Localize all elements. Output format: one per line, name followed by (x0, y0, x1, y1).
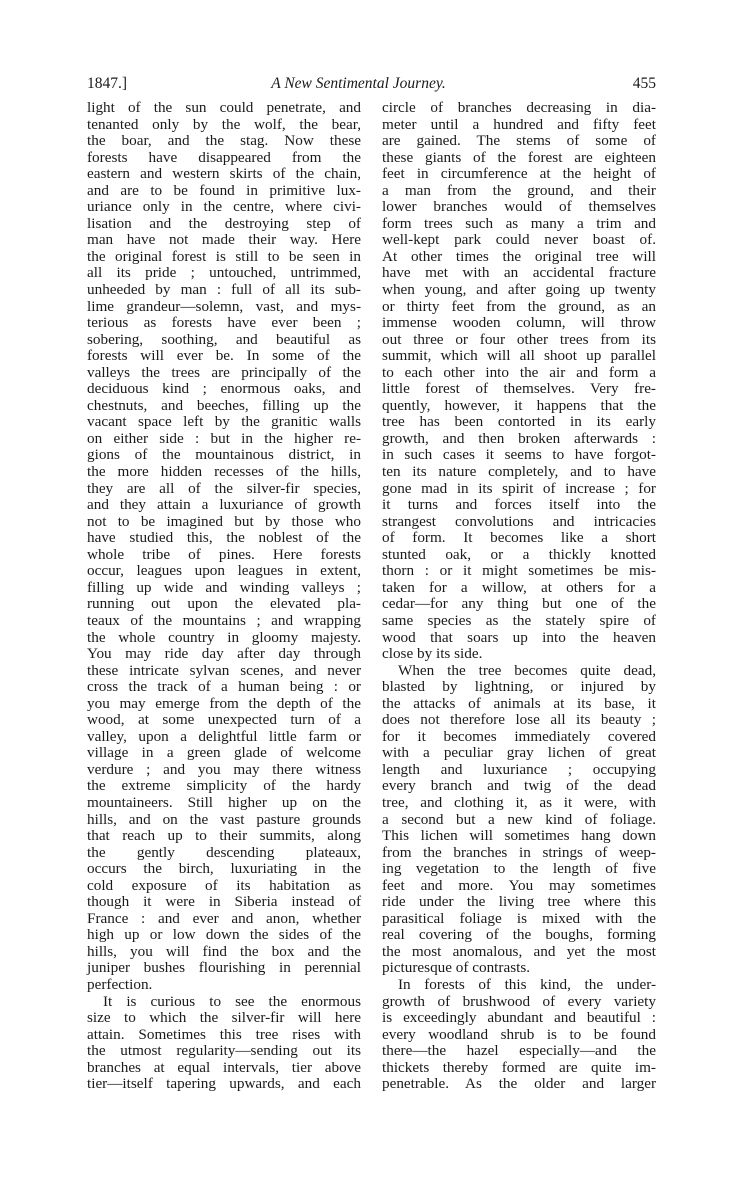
text-line: the extreme simplicity of the hardy (87, 777, 361, 795)
text-line: You may ride day after day through (87, 645, 361, 663)
text-line: the whole country in gloomy majesty. (87, 628, 361, 646)
text-line: size to which the silver-fir will here (87, 1009, 361, 1027)
text-line: the attacks of animals at its base, it (382, 694, 656, 712)
text-line: hills, you will find the box and the (87, 942, 361, 960)
text-line: thickets thereby formed are quite im- (382, 1058, 656, 1076)
text-line: the original forest is still to be seen in (87, 247, 361, 265)
text-line: This lichen will sometimes hang down (382, 827, 656, 845)
text-line: filling up wide and winding valleys ; (87, 578, 361, 596)
text-line: taken for a willow, at others for a (382, 578, 656, 596)
text-line: cedar—for any thing but one of the (382, 595, 656, 613)
text-line: uriance only in the centre, where civi- (87, 198, 361, 216)
text-line: in such cases it seems to have forgot- (382, 446, 656, 464)
text-line: a second but a new kind of foliage. (382, 810, 656, 828)
text-line: on either side : but in the higher re- (87, 429, 361, 447)
text-line: of form. It becomes like a short (382, 529, 656, 547)
text-line: wood, at some unexpected turn of a (87, 711, 361, 729)
text-column-left (87, 100, 361, 1093)
text-line: feet and more. You may sometimes (382, 876, 656, 894)
text-line: little forest of themselves. Very fre- (382, 380, 656, 398)
text-line: have met with an accidental fracture (382, 264, 656, 282)
text-line: tenanted only by the wolf, the bear, (87, 115, 361, 133)
text-line: every woodland shrub is to be found (382, 1025, 656, 1043)
page-number: 455 (632, 75, 656, 92)
text-line: branches at equal intervals, tier above (87, 1058, 361, 1076)
text-line: every branch and twig of the dead (382, 777, 656, 795)
text-line: ing vegetation to the length of five (382, 860, 656, 878)
text-line: hills, and on the vast pasture grounds (87, 810, 361, 828)
text-line: verdure ; and you may there witness (87, 760, 361, 778)
text-line: lime grandeur—solemn, vast, and mys- (87, 297, 361, 315)
text-line: cross the track of a human being : or (87, 678, 361, 696)
text-line: length and luxuriance ; occupying (382, 760, 656, 778)
text-line: France : and ever and anon, whether (87, 909, 361, 927)
text-line: they are all of the silver-fir species, (87, 479, 361, 497)
text-line: have studied this, the noblest of the (87, 529, 361, 547)
text-line: unheeded by man : full of all its sub- (87, 281, 361, 299)
text-line: mountaineers. Still higher up on the (87, 793, 361, 811)
text-line: valleys the trees are principally of the (87, 363, 361, 381)
text-line: valley, upon a delightful little farm or (87, 727, 361, 745)
text-line: forests will ever be. In some of the (87, 347, 361, 365)
text-column-right (382, 100, 656, 1093)
text-line: form trees such as many a trim and (382, 214, 656, 232)
text-line: occurs the birch, luxuriating in the (87, 860, 361, 878)
text-line: tree, and clothing it, as it were, with (382, 793, 656, 811)
text-line: deciduous kind ; enormous oaks, and (87, 380, 361, 398)
text-line: there—the hazel especially—and the (382, 1042, 656, 1060)
text-line: tier—itself tapering upwards, and each (87, 1075, 361, 1093)
text-line: with a peculiar gray lichen of great (382, 744, 656, 762)
text-line: same species as the stately spire of (382, 611, 656, 629)
text-line: strangest convolutions and intricacies (382, 512, 656, 530)
text-line: attain. Sometimes this tree rises with (87, 1025, 361, 1043)
text-line: high up or low down the sides of the (87, 926, 361, 944)
text-line: running out upon the elevated pla- (87, 595, 361, 613)
text-line: man have not made their way. Here (87, 231, 361, 249)
text-line: quently, however, it happens that the (382, 396, 656, 414)
running-head-year: 1847.] (87, 75, 128, 92)
text-line: the utmost regularity—sending out its (87, 1042, 361, 1060)
text-line: not to be imagined but by those who (87, 512, 361, 530)
text-line: the boar, and the stag. Now these (87, 132, 361, 150)
text-line: stunted oak, or a thickly knotted (382, 545, 656, 563)
text-line: chestnuts, and beeches, filling up the (87, 396, 361, 414)
text-line: thorn : or it might sometimes be mis- (382, 562, 656, 580)
text-line: a man from the ground, and their (382, 181, 656, 199)
text-line: real covering of the boughs, forming (382, 926, 656, 944)
text-line: ten its nature completely, and to have (382, 463, 656, 481)
text-line: teaux of the mountains ; and wrapping (87, 611, 361, 629)
text-line: that reach up to their summits, along (87, 827, 361, 845)
text-line: At other times the original tree will (382, 247, 656, 265)
text-line: and are to be found in primitive lux- (87, 181, 361, 199)
text-line: feet in circumference at the height of (382, 165, 656, 183)
text-line: picturesque of contrasts. (382, 959, 531, 977)
text-line: growth of brushwood of every variety (382, 992, 656, 1010)
text-line: blasted by lightning, or injured by (382, 678, 656, 696)
text-line: In forests of this kind, the under- (398, 975, 656, 993)
text-line: It is curious to see the enormous (103, 992, 361, 1010)
text-line: summit, which will all shoot up parallel (382, 347, 656, 365)
text-line: forests have disappeared from the (87, 148, 361, 166)
text-line: are gained. The stems of some of (382, 132, 656, 150)
text-line: vacant space left by the granitic walls (87, 413, 361, 431)
text-line: though it were in Siberia instead of (87, 893, 361, 911)
text-line: gone mad in its spirit of increase ; for (382, 479, 656, 497)
text-line: terious as forests have ever been ; (87, 314, 361, 332)
text-line: and they attain a luxuriance of growth (87, 496, 361, 514)
text-line: occur, leagues upon leagues in extent, (87, 562, 361, 580)
text-line: penetrable. As the older and larger (382, 1075, 656, 1093)
text-line: the most anomalous, and yet the most (382, 942, 656, 960)
text-line: gions of the mountainous district, in (87, 446, 361, 464)
text-line: lower branches would of themselves (382, 198, 656, 216)
text-line: juniper bushes flourishing in perennial (87, 959, 361, 977)
text-line: immense wooden column, will throw (382, 314, 656, 332)
text-line: does not therefore lose all its beauty ; (382, 711, 656, 729)
text-line: meter until a hundred and fifty feet (382, 115, 656, 133)
text-line: out three or four other trees from its (382, 330, 656, 348)
text-line: cold exposure of its habitation as (87, 876, 361, 894)
text-line: all its pride ; untouched, untrimmed, (87, 264, 361, 282)
text-line: sobering, soothing, and beautiful as (87, 330, 361, 348)
text-line: light of the sun could penetrate, and (87, 99, 361, 116)
text-line: village in a green glade of welcome (87, 744, 361, 762)
text-line: these giants of the forest are eighteen (382, 148, 656, 166)
text-line: eastern and western skirts of the chain, (87, 165, 361, 183)
text-line: to each other into the air and form a (382, 363, 656, 381)
text-line: you may emerge from the depth of the (87, 694, 361, 712)
text-line: circle of branches decreasing in dia- (382, 99, 656, 116)
text-line: well-kept park could never boast of. (382, 231, 656, 249)
text-line: it turns and forces itself into the (382, 496, 656, 514)
text-line: is exceedingly abundant and beautiful : (382, 1009, 656, 1027)
text-line: or thirty feet from the ground, as an (382, 297, 656, 315)
running-head-title: A New Sentimental Journey. (271, 75, 446, 92)
text-line: whole tribe of pines. Here forests (87, 545, 361, 563)
text-line: wood that soars up into the heaven (382, 628, 656, 646)
text-line: from the branches in strings of weep- (382, 843, 656, 861)
text-line: parasitical foliage is mixed with the (382, 909, 656, 927)
text-line: growth, and then broken afterwards : (382, 429, 656, 447)
text-line: when young, and after going up twenty (382, 281, 656, 299)
text-line: ride under the living tree where this (382, 893, 656, 911)
text-line: the more hidden recesses of the hills, (87, 463, 361, 481)
text-line: tree has been contorted in its early (382, 413, 656, 431)
text-line: close by its side. (382, 645, 483, 663)
text-line: the gently descending plateaux, (87, 843, 361, 861)
text-line: for it becomes immediately covered (382, 727, 656, 745)
text-line: perfection. (87, 975, 153, 993)
text-line: When the tree becomes quite dead, (398, 661, 656, 679)
text-line: lisation and the destroying step of (87, 214, 361, 232)
text-line: these intricate sylvan scenes, and never (87, 661, 361, 679)
